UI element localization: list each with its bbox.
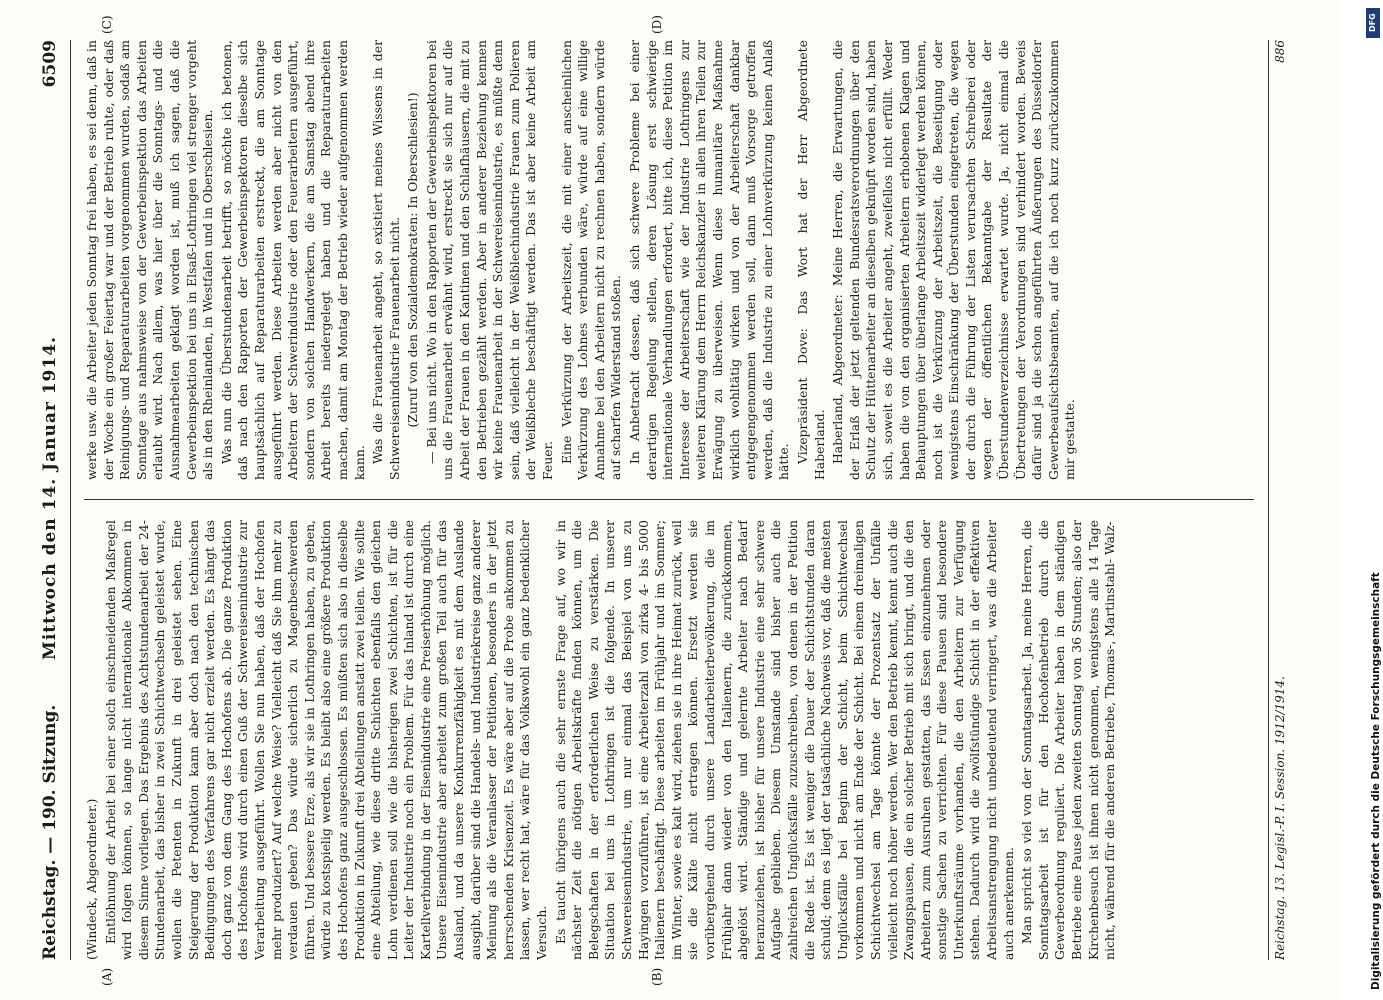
column-divider	[84, 499, 1254, 500]
dfg-logo: DFG	[1366, 8, 1380, 38]
right-column	[84, 40, 1254, 480]
footer-number: 886	[1273, 40, 1287, 63]
paragraph: Vizepräsident Dove: Das Wort hat der Herr Abgeordnete Haberland.	[794, 40, 827, 480]
page-header	[30, 40, 71, 960]
header-left: Reichstag. — 190. Sitzung.	[40, 704, 60, 960]
digitization-notice: Digitalisierung gefördert durch die Deutsche Forschungsgemeinschaft	[1370, 572, 1382, 990]
left-column	[84, 520, 1254, 960]
header-date: Mittwoch den 14. Januar 1914.	[40, 336, 60, 660]
digitization-strip	[1340, 0, 1383, 1000]
paragraph: Man spricht so viel von der Sonntagsarbeit. Ja, meine Herren, die Sonntagsarbeit ist für den Hochofenbetrieb durch die Gewerbeordnung reguliert. Die Arbeiter haben in dem ständigen Betriebe eine Pause jeden zweiten Sonntag von 36 Stunden; also der Kirchenbesuch ist ihnen nicht genommen, wenigstens alle 14 Tage nicht, während für die anderen Betriebe, Thomas-, Martinstahl- Walz-	[1019, 520, 1118, 960]
paragraph: Was nun die Überstundenarbeit betrifft, so möchte ich betonen, daß nach den Rapporten der Gewerbeinspektoren dieselbe sich hauptsächlich auf Reparaturarbeiten erstreckt, die am Sonntage ausgeführt werden. Diese Arbeiten werden aber nicht von den Arbeitern der Schwerindustrie oder den Feuerarbeitern ausgeführt, sondern von solchen Handwerkern, die am Samstag abend ihre Arbeit bereits niedergelegt haben und die Reparaturarbeiten machen, damit am Montag der Betrieb wieder aufgenommen werden kann.	[218, 40, 367, 480]
page-number: 6509	[40, 40, 60, 88]
speaker-note: (Windeck, Abgeordneter.)	[84, 798, 99, 960]
paragraph: Es taucht übrigens auch die sehr ernste Frage auf, wo wir in nächster Zeit die nötigen Arbeitskräfte finden können, um die Belegschaften in der erforderlichen Weise zu verstärken. Die Situation bei uns in Lothringen ist die folgende. In unserer Schwereisenindustrie, um nur einmal das Beispiel von uns zu Hayingen vorzuführen, ist eine Arbeiterzahl von zirka 4- bis 5000 Italienern beschäftigt. Diese arbeiten im Frühjahr und im Sommer; im Winter, sowie es kalt wird, ziehen sie in ihre Heimat zurück, weil sie die Kälte nicht ertragen können. Ersetzt werden sie vorübergehend durch unsere Landarbeiterbevölkerung, die im Frühjahr dann wieder von den Italienern, die zurückkommen, abgelöst wird. Ständige und gelernte Arbeiter nach Bedarf heranzuziehen, ist bisher für unsere Industrie eine sehr schwere Aufgabe geblieben. Diesem Umstande sind bisher auch die zahlreichen Unglücksfälle zuzuschreiben, von denen in der Petition die Rede ist. Es ist weniger die Dauer der Schichtstunden daran schuld; denn es liegt der tatsächliche Nachweis vor, daß die meisten Unglücksfälle bei Beginn der Schicht, beim Schichtwechsel vorkommen und nicht am Ende der Schicht. Bei einem dreimaligen Schichtwechsel am Tage könnte der Prozentsatz der Unfälle vielleicht noch höher werden. Wer den Betrieb kennt, kennt auch die Zwangspausen, die ein solcher Betrieb mit sich bringt, und die den Arbeitern zum Ausruhen gestatten, das Essen einzunehmen oder sonstige Sachen zu verrichten. Für diese Pausen sind besondere Unterkunftsräume vorhanden, die den Arbeitern zur Verfügung stehen. Dadurch wird die zwölfstündige Schicht in der effektiven Arbeitsanstrengung nicht unbedeutend verringert, was die Arbeiter auch anerkennen.	[552, 520, 1016, 960]
page-footer	[1268, 40, 1293, 960]
paragraph: Eine Verkürzung der Arbeitszeit, die mit einer anscheinlichen Verkürzung des Lohnes verbunden wäre, würde auf eine willige Annahme bei den Arbeitern nicht zu rechnen haben, sondern würde auf scharfen Widerstand stoßen.	[558, 40, 624, 480]
margin-mark-b: (B)	[650, 967, 664, 986]
margin-mark-d: (D)	[650, 15, 664, 34]
footer-source: Reichstag. 13. Legisl.-P. I. Session. 1912/1914.	[1273, 676, 1287, 960]
paragraph: Was die Frauenarbeit angeht, so existiert meines Wissens in der Schwereisenindustrie Frauenarbeit nicht.	[370, 40, 402, 480]
paragraph: werke usw. die Arbeiter jeden Sonntag frei haben, es sei denn, daß in der Woche ein großer Feiertag war und der Betrieb ruhte, oder daß Reinigungs- und Reparaturarbeiten vorgenommen wurden, sodaß am Sonntage aus nahmsweise von der Gewerbeinspektion das Arbeiten erlaubt wird. Nach allem, was hier über die Sonntags- und die Ausnahmearbeiten geklagt worden ist, muß ich sagen, daß die Gewerbeinspektion bei uns in Elsaß-Lothringen viel strenger vorgeht als in den Rheinlanden, in Westfalen und in Oberschlesien.	[84, 40, 216, 480]
margin-mark-c: (C)	[100, 15, 114, 34]
paragraph: Entlöhnung der Arbeit bei einer solch einschneidenden Maßregel wird folgen können, so lange nicht internationale Abkommen in diesem Sinne vorliegen. Das Ergebnis des Achtstundenarbeit der 24-Stundenarbeit, das bisher in zwei Schichtwechseln geleistet wurde, wollen die Petenten in Zukunft in drei geleistet sehen. Eine Steigerung der Produktion kann aber doch nach den technischen Bedingungen des Verfahrens gar nicht erzielt werden. Es hängt das doch ganz von dem Gang des Hochofens ab. Die ganze Produktion des Hochofens wird durch einen Guß der Schwereisenindustrie zur Verarbeitung ausgeführt. Wollen Sie nun haben, daß der Hochofen mehr produziert? Auf welche Weise? Vielleicht daß Sie ihm mehr zu verdauen geben? Das würde sicherlich zu Magenbeschwerden führen. Und bessere Erze, als wir sie in Lothringen haben, zu geben, würde zu kostspielig werden. Es bleibt also eine größere Produktion des Hochofens ganz ausgeschlossen. Es müßten sich also in dieselbe Produktion in Zukunft drei Abteilungen anstatt zwei teilen. Wie sollte eine Abteilung, wie diese dritte Schichten ebenfalls den gleichen Lohn verdienen soll wie die bisherigen zwei Schichten, ist für die Leiter der Industrie noch ein Problem. Für das Inland ist durch eine Kartellverbindung in der Eisenindustrie eine Preiserhöhung möglich. Unsere Eisenindustrie aber arbeitet zum großen Teil auch für das Ausland, und da unsere Konkurrenzfähigkeit es mit dem Auslande ausgibt, darüber sind die Handels- und Industriekreise ganz anderer Meinung als die Veranlasser der Petitionen, besonders in der jetzt herrschenden Krisenzeit. Es wäre aber auf die Probe ankommen zu lassen, wer recht hat, wäre für das Volkswohl ein ganz bedenklicher Versuch.	[102, 520, 550, 960]
margin-mark-a: (A)	[100, 967, 114, 986]
paragraph: In Anbetracht dessen, daß sich schwere Probleme bei einer derartigen Regelung stellen, deren Lösung erst schwierige internationale Verhandlungen erfordert, bitte ich, diese Petition im Interesse der Arbeiterschaft wie der Industrie Lothringens zur weiteren Klärung dem Herrn Reichskanzler in allen ihren Teilen zur Erwägung zu überweisen. Wenn diese humanitäre Maßnahme wirklich wohltätig wirken und von der Arbeiterschaft dankbar entgegengenommen werden soll, dann muß Vorsorge getroffen werden, daß die Industrie zu einer Lohnverkürzung keinen Anlaß hätte.	[627, 40, 792, 480]
interjection: (Zuruf von den Sozialdemokraten: In Oberschlesien!)	[405, 92, 421, 428]
paragraph: — Bei uns nicht. Wo in den Rapporten der Gewerbeinspektoren bei uns die Frauenarbeit erwähnt wird, erstreckt sie sich nur auf die Arbeit der Frauen in den Kantinen und den Schlafhäusern, die mit zu den Betrieben gezählt werden. Aber in anderer Beziehung kennen wir keine Frauenarbeit in der Schwereisenindustrie, es müßte denn sein, daß vielleicht in der Weißblechindustrie Frauen zum Polieren der Weißbleche beschäftigt werden. Das ist aber keine Arbeit am Feuer.	[423, 40, 556, 480]
paragraph: Haberland, Abgeordneter: Meine Herren, die Erwartungen, die der Erlaß der jetzt geltenden Bundesratsverordnungen über den Schutz der Hüttenarbeiter an dieselben geknüpft worden sind, haben sich, soweit es die Arbeiter angeht, zweifellos nicht erfüllt. Weder haben die von den organisierten Arbeitern erhobenen Klagen und Behauptungen über überlange Arbeitszeit widerlegt werden können, noch ist die Verkürzung der Arbeitszeit, die Beseitigung oder wenigstens Einschränkung der Überstunden eingetreten, die wegen der durch die Führung der Listen verursachten Schreiberei oder wegen der öffentlichen Bekanntgabe der Resultate der Überstundenverzeichnisse erwartet wurde. Ja, nicht einmal die Übertretungen der Verordnungen sind verhindert worden. Beweis dafür sind ja die schon angeführten Äußerungen des Düsseldorfer Gewerbeaufsichtsbeamten, auf die ich noch kurz zurückzukommen mir gestatte.	[830, 40, 1078, 480]
